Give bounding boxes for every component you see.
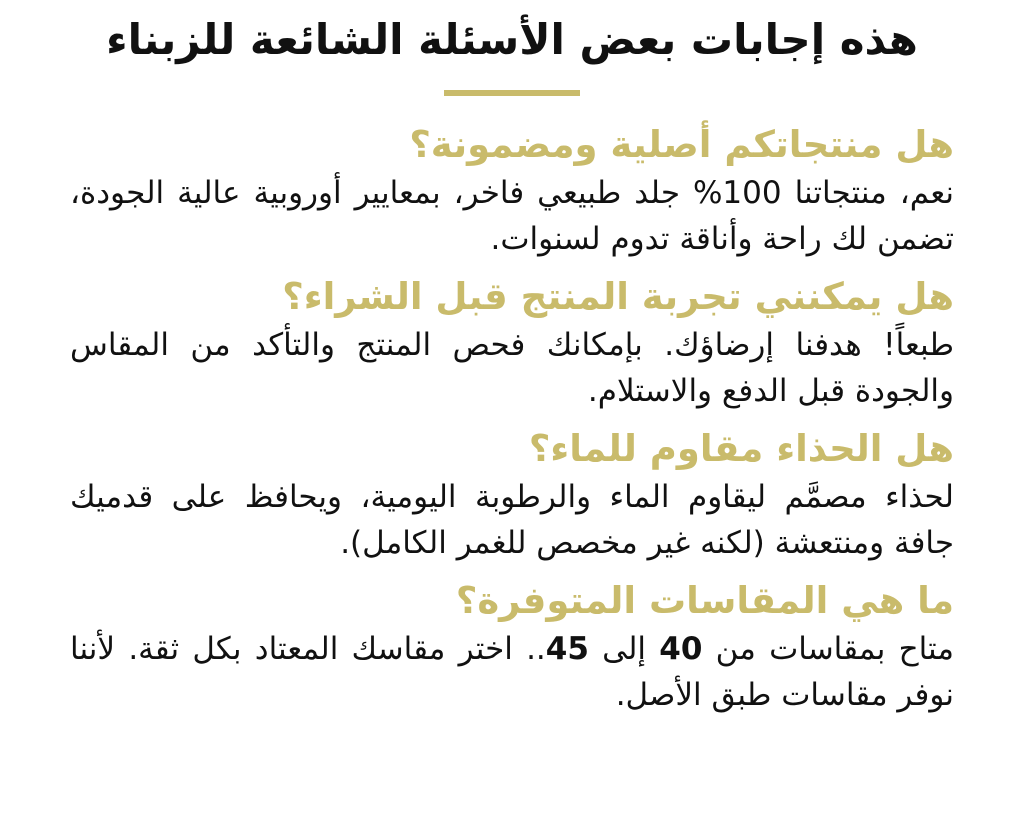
faq-item: [70, 272, 954, 414]
answer-text-after-max: .. اختر مقاسك المعتاد بكل ثقة. لأننا نوفر مقاسات طبق الأصل.: [70, 631, 954, 713]
title-divider: [444, 90, 580, 96]
answer-text-before-min: متاح بمقاسات من: [702, 631, 954, 667]
size-min-value: 40: [659, 631, 703, 667]
answer-text-between: إلى: [588, 631, 660, 667]
faq-answer: نعم، منتجاتنا 100% جلد طبيعي فاخر، بمعايير أوروبية عالية الجودة، تضمن لك راحة وأناقة تدوم لسنوات.: [70, 175, 954, 257]
faq-question: هل الحذاء مقاوم للماء؟: [528, 427, 954, 470]
page-title: هذه إجابات بعض الأسئلة الشائعة للزبناء: [106, 15, 918, 64]
faq-answer: طبعاً! هدفنا إرضاؤك. بإمكانك فحص المنتج والتأكد من المقاس والجودة قبل الدفع والاستلام.: [70, 327, 954, 409]
faq-question: هل منتجاتكم أصلية ومضمونة؟: [409, 123, 954, 166]
faq-item: [70, 576, 954, 718]
faq-answer: [70, 626, 954, 718]
faq-question: هل يمكنني تجربة المنتج قبل الشراء؟: [282, 275, 954, 318]
faq-question: ما هي المقاسات المتوفرة؟: [455, 579, 954, 622]
faq-item: [70, 424, 954, 566]
faq-item: [70, 120, 954, 262]
faq-answer: لحذاء مصمَّم ليقاوم الماء والرطوبة اليومية، ويحافظ على قدميك جافة ومنتعشة (لكنه غير مخصص للغمر الكامل).: [70, 479, 954, 561]
size-max-value: 45: [545, 631, 589, 667]
faq-list: [70, 120, 954, 718]
